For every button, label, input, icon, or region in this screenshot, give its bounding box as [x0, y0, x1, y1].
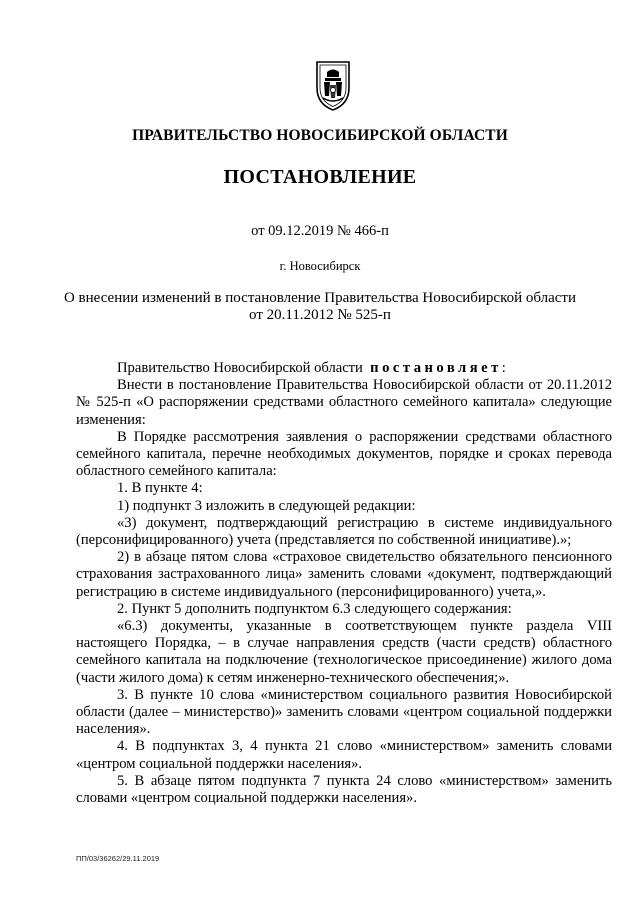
paragraph: 4. В подпунктах 3, 4 пункта 21 слово «министерством» заменить словами «центром социальной поддержки населения». — [76, 738, 612, 772]
subject-line-2: от 20.11.2012 № 525-п — [249, 307, 391, 323]
document-type: ПОСТАНОВЛЕНИЕ — [223, 166, 417, 188]
issuing-authority: ПРАВИТЕЛЬСТВО НОВОСИБИРСКОЙ ОБЛАСТИ — [132, 127, 508, 144]
paragraph: «6.3) документы, указанные в соответствующем пункте раздела VIII настоящего Порядка, – в случае направления средств (части средств) областного семейного капитала на подключение (технологическое присоединение) жилого дома (части жилого дома) к сетям инженерно-технического обеспечения;». — [76, 618, 612, 686]
document-code: ПП/03/36262/29.11.2019 — [76, 854, 160, 863]
document-number: от 09.12.2019 № 466-п — [251, 223, 389, 239]
paragraph: 3. В пункте 10 слова «министерством социального развития Новосибирской области (далее – министерство)» заменить словами «центром социальной поддержки населения». — [76, 686, 612, 738]
intro-paragraph — [76, 360, 612, 377]
paragraph: 1. В пункте 4: — [117, 480, 203, 497]
decree-word: постановляет — [370, 360, 502, 376]
paragraph: 2. Пункт 5 дополнить подпунктом 6.3 следующего содержания: — [117, 600, 512, 617]
document-subject — [0, 290, 640, 324]
subject-line-1: О внесении изменений в постановление Правительства Новосибирской области — [63, 290, 577, 306]
coat-of-arms-icon — [313, 58, 353, 112]
document-body — [76, 360, 612, 807]
paragraph: 5. В абзаце пятом подпункта 7 пункта 24 слово «министерством» заменить словами «центром социальной поддержки населения». — [76, 772, 612, 807]
intro-text: Правительство Новосибирской области — [117, 360, 363, 376]
city: г. Новосибирск — [279, 259, 361, 273]
paragraph: В Порядке рассмотрения заявления о распоряжении средствами областного семейного капитала, перечне необходимых документов, порядке и сроках перевода областного семейного капитала: — [76, 428, 612, 480]
paragraph: 2) в абзаце пятом слова «страховое свидетельство обязательного пенсионного страхования застрахованного лица» заменить словами «документ, подтверждающий регистрацию в системе индивидуального (персонифицированного) учета,». — [76, 549, 612, 600]
paragraph: «3) документ, подтверждающий регистрацию в системе индивидуального (персонифицированного) учета (представляется по собственной инициативе).»; — [76, 514, 612, 549]
intro-colon: : — [501, 360, 506, 376]
paragraph: 1) подпункт 3 изложить в следующей редакции: — [117, 497, 416, 514]
paragraph: Внести в постановление Правительства Новосибирской области от 20.11.2012 № 525-п «О распоряжении средствами областного семейного капитала» следующие изменения: — [76, 377, 612, 428]
